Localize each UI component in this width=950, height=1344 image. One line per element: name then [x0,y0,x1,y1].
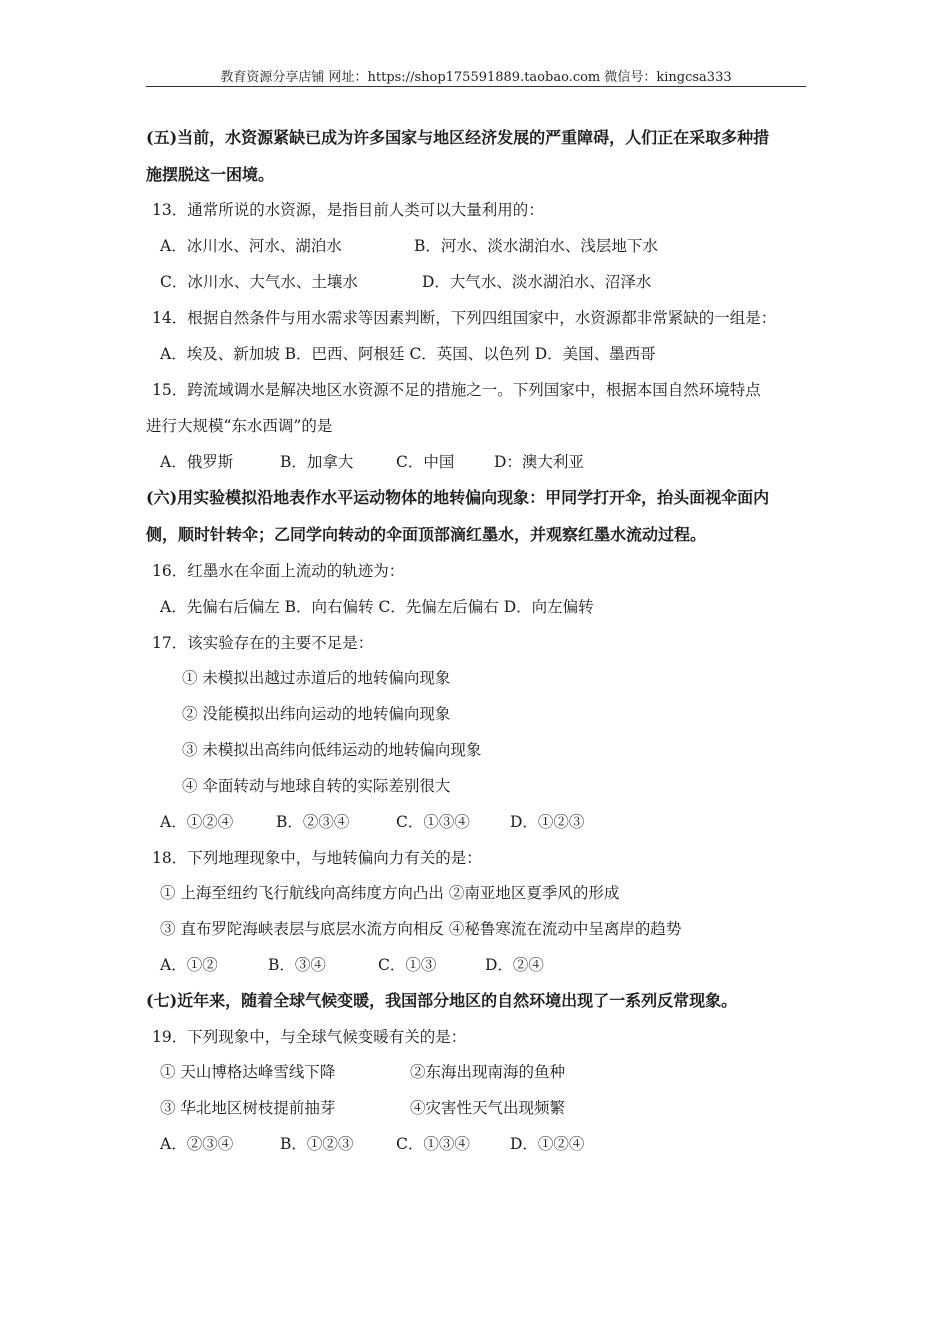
q19-statement-4: ④灾害性天气出现频繁 [410,1099,566,1117]
q17-option-c: C．①③④ [396,813,470,831]
q17-statement-3: ③ 未模拟出高纬向低纬运动的地转偏向现象 [182,741,482,759]
q13-stem: 13．通常所说的水资源，是指目前人类可以大量利用的： [152,201,544,219]
q19-option-a: A．②③④ [160,1135,234,1153]
q19-option-c: C．①③④ [396,1135,470,1153]
q13-option-d: D．大气水、淡水湖泊水、沼泽水 [422,273,652,291]
q18-statements-3-4: ③ 直布罗陀海峡表层与底层水流方向相反 ④秘鲁寒流在流动中呈离岸的趋势 [160,920,682,938]
q17-option-a: A．①②④ [160,813,234,831]
q17-option-d: D．①②③ [510,813,585,831]
q18-option-a: A．①② [160,956,218,974]
q15-option-b: B．加拿大 [280,453,354,471]
page-header: 教育资源分享店铺 网址：https://shop175591889.taobao.com 微信号：kingcsa333 [146,66,806,87]
q15-stem-line-1: 15．跨流域调水是解决地区水资源不足的措施之一。下列国家中，根据本国自然环境特点 [152,381,761,399]
section-7-intro: (七)近年来，随着全球气候变暖，我国部分地区的自然环境出现了一系列反常现象。 [146,991,738,1010]
q18-option-d: D．②④ [485,956,544,974]
q19-option-b: B．①②③ [280,1135,354,1153]
q13-option-a: A．冰川水、河水、湖泊水 [160,237,342,255]
q14-options: A．埃及、新加坡 B．巴西、阿根廷 C．英国、以色列 D．美国、墨西哥 [160,345,656,363]
q17-statement-2: ② 没能模拟出纬向运动的地转偏向现象 [182,705,451,723]
q18-option-b: B．③④ [268,956,326,974]
q19-stem: 19．下列现象中，与全球气候变暖有关的是： [152,1028,467,1046]
q17-statement-1: ① 未模拟出越过赤道后的地转偏向现象 [182,669,451,687]
q18-statements-1-2: ① 上海至纽约飞行航线向高纬度方向凸出 ②南亚地区夏季风的形成 [160,884,620,902]
q19-statement-3: ③ 华北地区树枝提前抽芽 [160,1099,336,1117]
section-5-intro-line-2: 施摆脱这一困境。 [146,165,275,184]
q15-option-c: C．中国 [396,453,455,471]
section-6-intro-line-2: 侧，顺时针转伞；乙同学向转动的伞面顶部滴红墨水，并观察红墨水流动过程。 [146,525,707,544]
q13-option-c: C．冰川水、大气水、土壤水 [160,273,358,291]
q16-options: A．先偏右后偏左 B．向右偏转 C．先偏左后偏右 D．向左偏转 [160,598,594,616]
q18-stem: 18．下列地理现象中，与地转偏向力有关的是： [152,849,482,867]
q18-option-c: C．①③ [378,956,437,974]
section-6-intro-line-1: (六)用实验模拟沿地表作水平运动物体的地转偏向现象：甲同学打开伞，抬头面视伞面内 [146,488,770,507]
q13-option-b: B．河水、淡水湖泊水、浅层地下水 [414,237,658,255]
q15-stem-line-2: 进行大规模“东水西调”的是 [146,417,333,435]
q17-stem: 17．该实验存在的主要不足是： [152,634,374,652]
q19-statement-1: ① 天山博格达峰雪线下降 [160,1063,336,1081]
section-5-intro-line-1: (五)当前，水资源紧缺已成为许多国家与地区经济发展的严重障碍，人们正在采取多种措 [146,128,770,147]
q15-option-d: D：澳大利亚 [494,453,584,471]
q19-statement-2: ②东海出现南海的鱼种 [410,1063,566,1081]
q16-stem: 16．红墨水在伞面上流动的轨迹为： [152,562,405,580]
q14-stem: 14．根据自然条件与用水需求等因素判断，下列四组国家中，水资源都非常紧缺的一组是： [152,309,777,327]
q19-option-d: D．①②④ [510,1135,585,1153]
q15-option-a: A．俄罗斯 [160,453,234,471]
q17-option-b: B．②③④ [276,813,350,831]
q17-statement-4: ④ 伞面转动与地球自转的实际差别很大 [182,777,451,795]
